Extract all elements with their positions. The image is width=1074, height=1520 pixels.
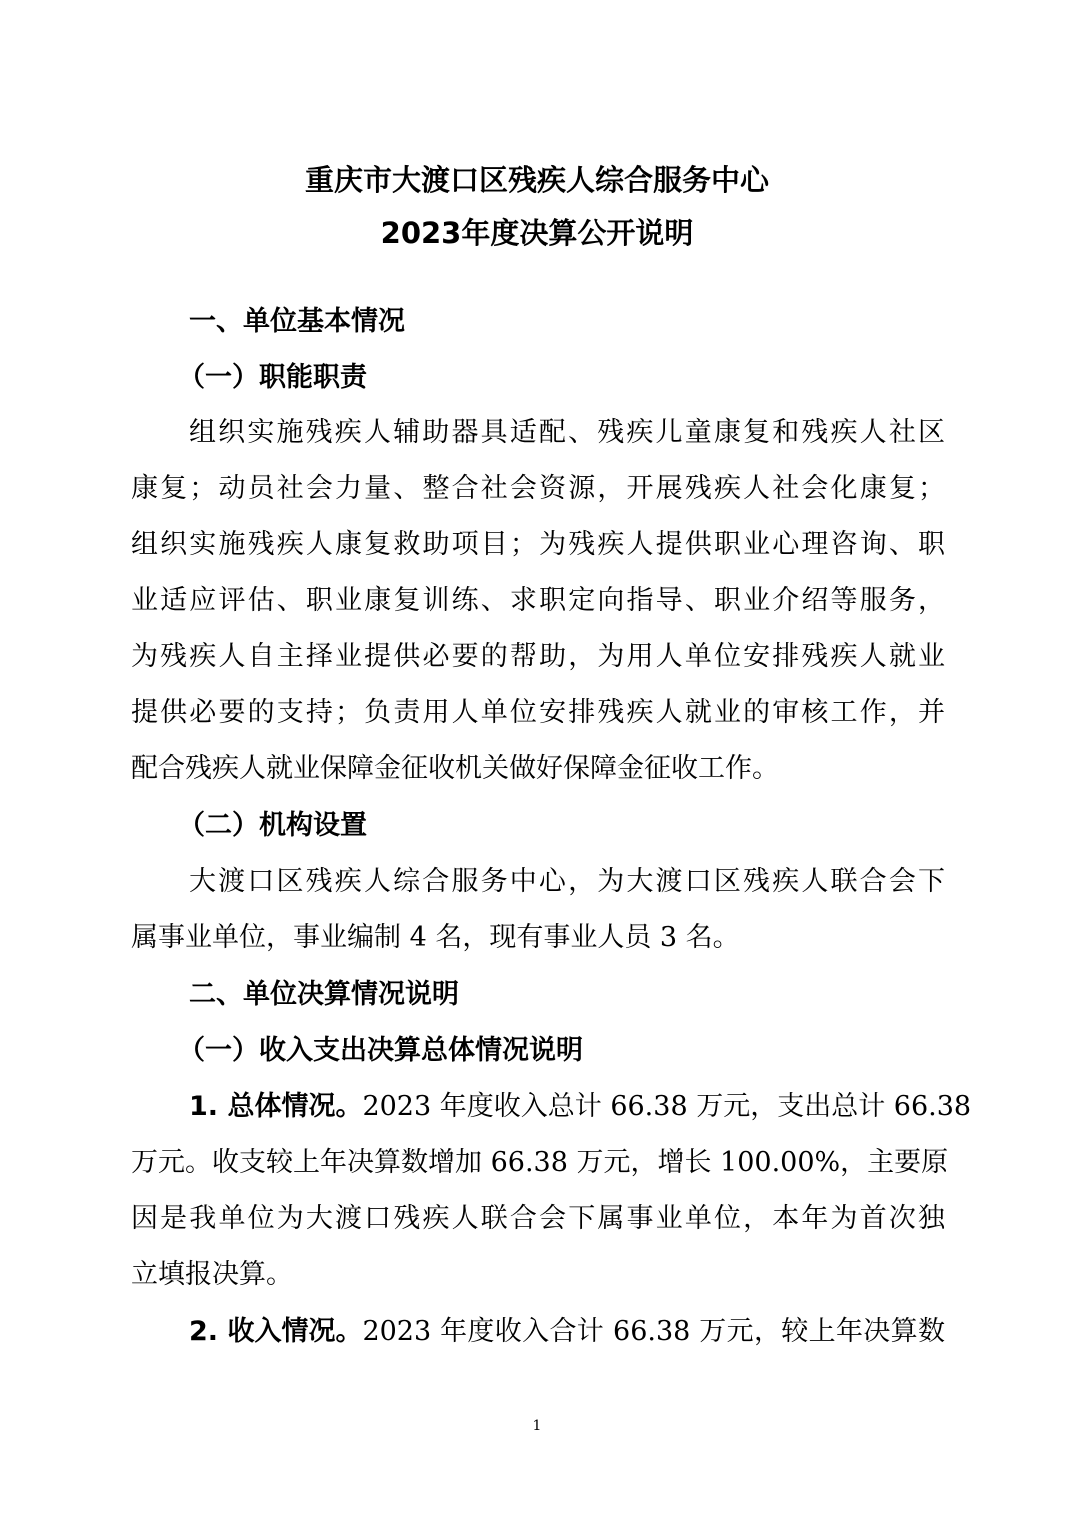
section2-heading: 二、单位决算情况说明: [189, 979, 459, 1010]
section1-sub1-heading: （一）职能职责: [178, 362, 367, 393]
paragraph-income: [189, 1314, 945, 1350]
paragraph-lead: 2. 收入情况。: [189, 1316, 363, 1347]
body-line: 康复；动员社会力量、整合社会资源，开展残疾人社会化康复；: [131, 473, 945, 504]
body-line: 属事业单位，事业编制 4 名，现有事业人员 3 名。: [131, 922, 740, 953]
document-title-line1: 重庆市大渡口区残疾人综合服务中心: [304, 163, 769, 197]
section2-sub1-heading: （一）收入支出决算总体情况说明: [178, 1035, 583, 1066]
paragraph-lead: 1. 总体情况。: [189, 1091, 363, 1122]
body-line: 立填报决算。: [131, 1259, 293, 1290]
body-line: 2023 年度收入总计 66.38 万元，支出总计 66.38: [362, 1091, 972, 1122]
body-line: 大渡口区残疾人综合服务中心，为大渡口区残疾人联合会下: [189, 866, 945, 897]
body-line: 万元。收支较上年决算数增加 66.38 万元，增长 100.00%，主要原: [131, 1147, 949, 1178]
section1-sub2-heading: （二）机构设置: [178, 810, 367, 841]
body-line: 组织实施残疾人辅助器具适配、残疾儿童康复和残疾人社区: [189, 417, 945, 448]
body-line: 为残疾人自主择业提供必要的帮助，为用人单位安排残疾人就业: [131, 641, 945, 672]
paragraph-overall: [189, 1089, 972, 1125]
document-title-line2: 2023年度决算公开说明: [380, 216, 694, 250]
body-line: 因是我单位为大渡口残疾人联合会下属事业单位，本年为首次独: [131, 1203, 945, 1234]
body-line: 提供必要的支持；负责用人单位安排残疾人就业的审核工作，并: [131, 697, 945, 728]
body-line: 配合残疾人就业保障金征收机关做好保障金征收工作。: [131, 753, 779, 784]
section1-heading: 一、单位基本情况: [189, 306, 405, 337]
body-line: 组织实施残疾人康复救助项目；为残疾人提供职业心理咨询、职: [131, 529, 945, 560]
page-number: 1: [532, 1418, 542, 1434]
body-line: 2023 年度收入合计 66.38 万元，较上年决算数: [362, 1316, 945, 1347]
body-line: 业适应评估、职业康复训练、求职定向指导、职业介绍等服务，: [131, 585, 945, 616]
